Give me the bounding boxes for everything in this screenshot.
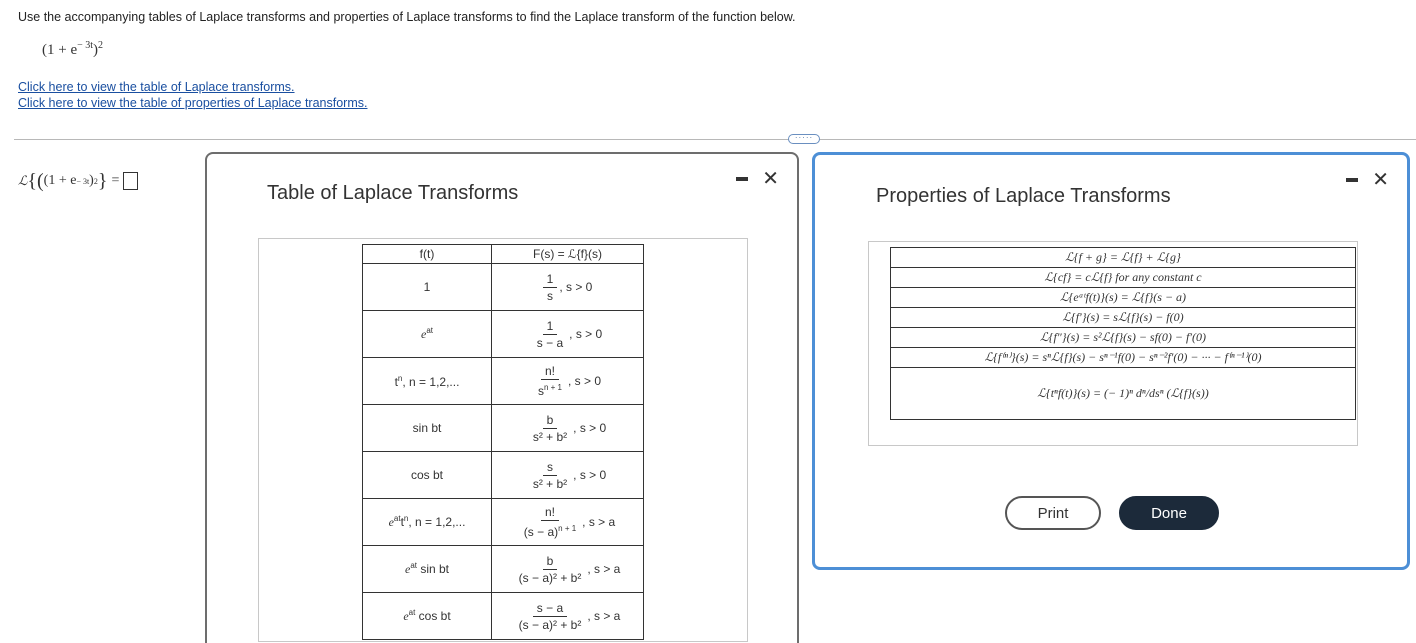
properties-table-container	[868, 241, 1358, 446]
dialog-title: Properties of Laplace Transforms	[876, 185, 1171, 207]
properties-dialog	[812, 152, 1410, 570]
table-row: ℒ{f′}(s) = sℒ{f}(s) − f(0)	[891, 308, 1356, 328]
table-row: ℒ{tⁿf(t)}(s) = (− 1)ⁿ dⁿ/dsⁿ (ℒ{f}(s))	[891, 368, 1356, 420]
table-row: cos bt $\frac{s}{\text{s² + b²}}$ , s > 0	[363, 452, 644, 499]
table-row: $t^n$, n = 1,2,... $\frac{n!}{s^{n + 1}}$ , s > 0	[363, 358, 644, 405]
header-f: f(t)	[363, 245, 492, 264]
question-prompt: Use the accompanying tables of Laplace transforms and properties of Laplace transforms to find the Laplace transform of the function below.	[18, 10, 796, 24]
divider	[14, 139, 1416, 140]
close-icon[interactable]: ✕	[1372, 169, 1389, 191]
table-row: ℒ{f + g} = ℒ{f} + ℒ{g}	[891, 248, 1356, 268]
dialog-title: Table of Laplace Transforms	[267, 182, 519, 204]
minimize-icon[interactable]	[1346, 178, 1358, 182]
table-row: sin bt $\frac{b}{\text{s² + b²}}$ , s > 0	[363, 405, 644, 452]
help-links	[18, 79, 367, 111]
link-properties-table[interactable]: Click here to view the table of properties of Laplace transforms.	[18, 96, 368, 110]
table-row: $e^{at}$ $\frac{1}{s - a}$ , s > 0	[363, 311, 644, 358]
laplace-table-container	[258, 238, 748, 642]
close-icon[interactable]: ✕	[762, 168, 779, 190]
laplace-table	[362, 244, 644, 640]
table-row: 1 $\frac{1}{s}$ , s > 0	[363, 264, 644, 311]
header-F: F(s) = ℒ{f}(s)	[492, 245, 644, 264]
laplace-table-dialog	[205, 152, 799, 643]
answer-row: ℒ { ( (1 + e − 3t ) 2 } =	[18, 172, 138, 190]
table-row: ℒ{cf} = cℒ{f} for any constant c	[891, 268, 1356, 288]
table-row: $e^{at}t^n$, n = 1,2,... $\frac{n!}{(s - a)^{n + 1}}$ , s > a	[363, 499, 644, 546]
link-laplace-table[interactable]: Click here to view the table of Laplace transforms.	[18, 80, 295, 94]
answer-input[interactable]	[123, 172, 138, 190]
function-expression: $(1 + e^{- 3t})^2$	[42, 40, 104, 58]
done-button[interactable]: Done	[1119, 496, 1219, 530]
print-button[interactable]: Print	[1005, 496, 1101, 530]
table-row: ℒ{f″}(s) = s²ℒ{f}(s) − sf(0) − f′(0)	[891, 328, 1356, 348]
properties-table	[890, 247, 1356, 420]
minimize-icon[interactable]	[736, 177, 748, 181]
table-row: ℒ{f⁽ⁿ⁾}(s) = sⁿℒ{f}(s) − sⁿ⁻¹f(0) − sⁿ⁻²f′(0) − ··· − f⁽ⁿ⁻¹⁾(0)	[891, 348, 1356, 368]
table-row: $e^{at}$ sin bt $\frac{b}{\text{(s − a)² + b²}}$ , s > a	[363, 546, 644, 593]
table-row: $e^{at}$ cos bt $\frac{s - a}{\text{(s − a)² + b²}}$ , s > a	[363, 593, 644, 640]
laplace-symbol-icon: ℒ	[18, 173, 28, 188]
drag-handle[interactable]: ·····	[788, 134, 820, 144]
table-row: ℒ{eᵃᵗf(t)}(s) = ℒ{f}(s − a)	[891, 288, 1356, 308]
